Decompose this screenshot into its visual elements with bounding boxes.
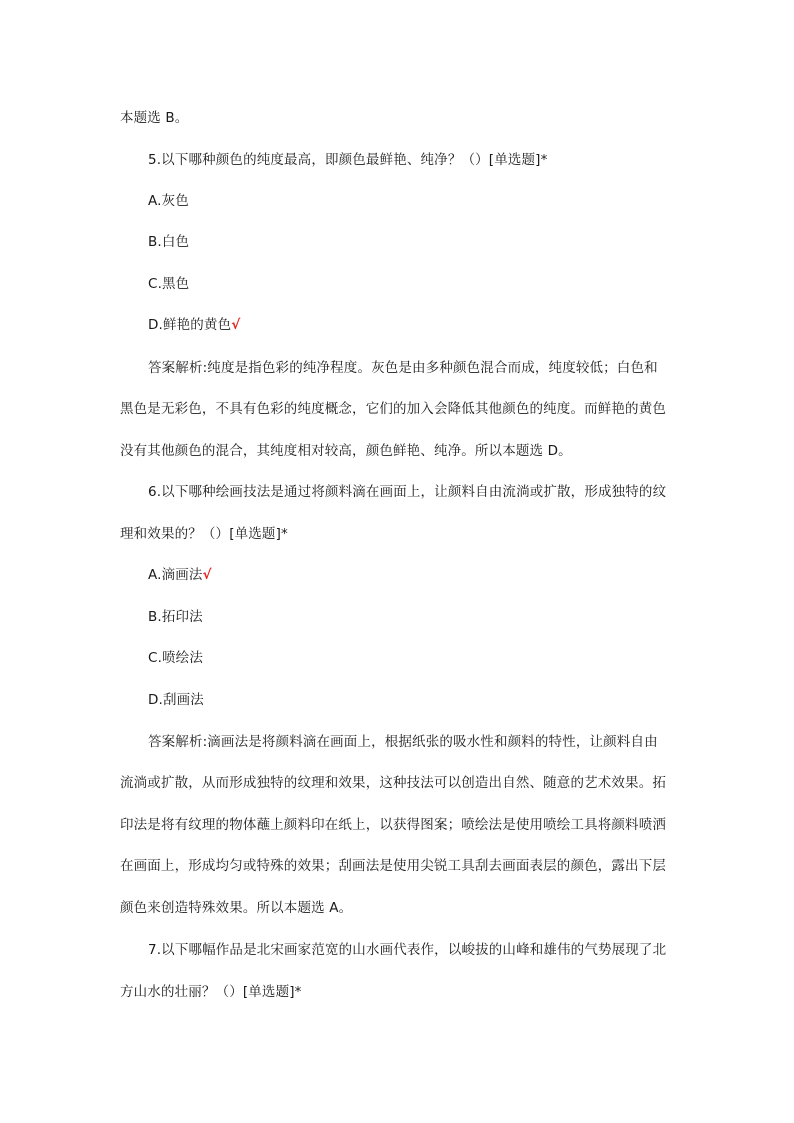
check-mark-icon: √ [231,317,241,333]
option-label: A.灰色 [148,193,189,209]
q6-explanation-line-1: 答案解析:滴画法是将颜料滴在画面上，根据纸张的吸水性和颜料的特性，让颜料自由 [148,734,658,750]
q6-explanation-line-4: 在画面上，形成均匀或特殊的效果；刮画法是使用尖锐工具刮去画面表层的颜色，露出下层 [120,858,666,874]
q5-explanation-line-2: 黑色是无彩色，不具有色彩的纯度概念，它们的加入会降低其他颜色的纯度。而鲜艳的黄色 [120,401,666,417]
q6-option-a [148,565,212,585]
q5-option-a [148,191,189,211]
option-label: C.黑色 [148,276,190,292]
q4-explanation-tail: 本题选 B。 [120,110,189,126]
option-label: A.滴画法 [148,567,203,583]
check-mark-icon: √ [202,567,212,583]
q6-option-b [148,607,203,627]
option-label: D.鲜艳的黄色 [148,317,232,333]
option-label: C.喷绘法 [148,650,203,666]
q7-question-line-1: 7.以下哪幅作品是北宋画家范宽的山水画代表作，以峻拔的山峰和雄伟的气势展现了北 [148,942,667,958]
q5-explanation-line-1: 答案解析:纯度是指色彩的纯净程度。灰色是由多种颜色混合而成，纯度较低；白色和 [148,360,658,376]
q6-question-line-2: 理和效果的？（）[单选题]* [120,526,288,542]
q5-explanation-line-3: 没有其他颜色的混合，其纯度相对较高，颜色鲜艳、纯净。所以本题选 D。 [120,443,572,459]
option-label: B.白色 [148,234,190,250]
q6-explanation-line-3: 印法是将有纹理的物体蘸上颜料印在纸上，以获得图案；喷绘法是使用喷绘工具将颜料喷洒 [120,817,666,833]
q6-explanation-line-2: 流淌或扩散，从而形成独特的纹理和效果，这种技法可以创造出自然、随意的艺术效果。拓 [120,775,666,791]
q5-option-c [148,274,189,294]
q6-option-c [148,648,203,668]
q6-question-line-1: 6.以下哪种绘画技法是通过将颜料滴在画面上，让颜料自由流淌或扩散，形成独特的纹 [148,484,667,500]
q5-option-b [148,232,189,252]
q7-question-line-2: 方山水的壮丽？（）[单选题]* [120,984,302,1000]
option-label: B.拓印法 [148,609,203,625]
q6-option-d [148,690,204,710]
q5-question: 5.以下哪种颜色的纯度最高，即颜色最鲜艳、纯净？（）[单选题]* [148,152,548,168]
q6-explanation-line-5: 颜色来创造特殊效果。所以本题选 A。 [120,900,353,916]
q5-option-d [148,315,240,335]
option-label: D.刮画法 [148,692,204,708]
